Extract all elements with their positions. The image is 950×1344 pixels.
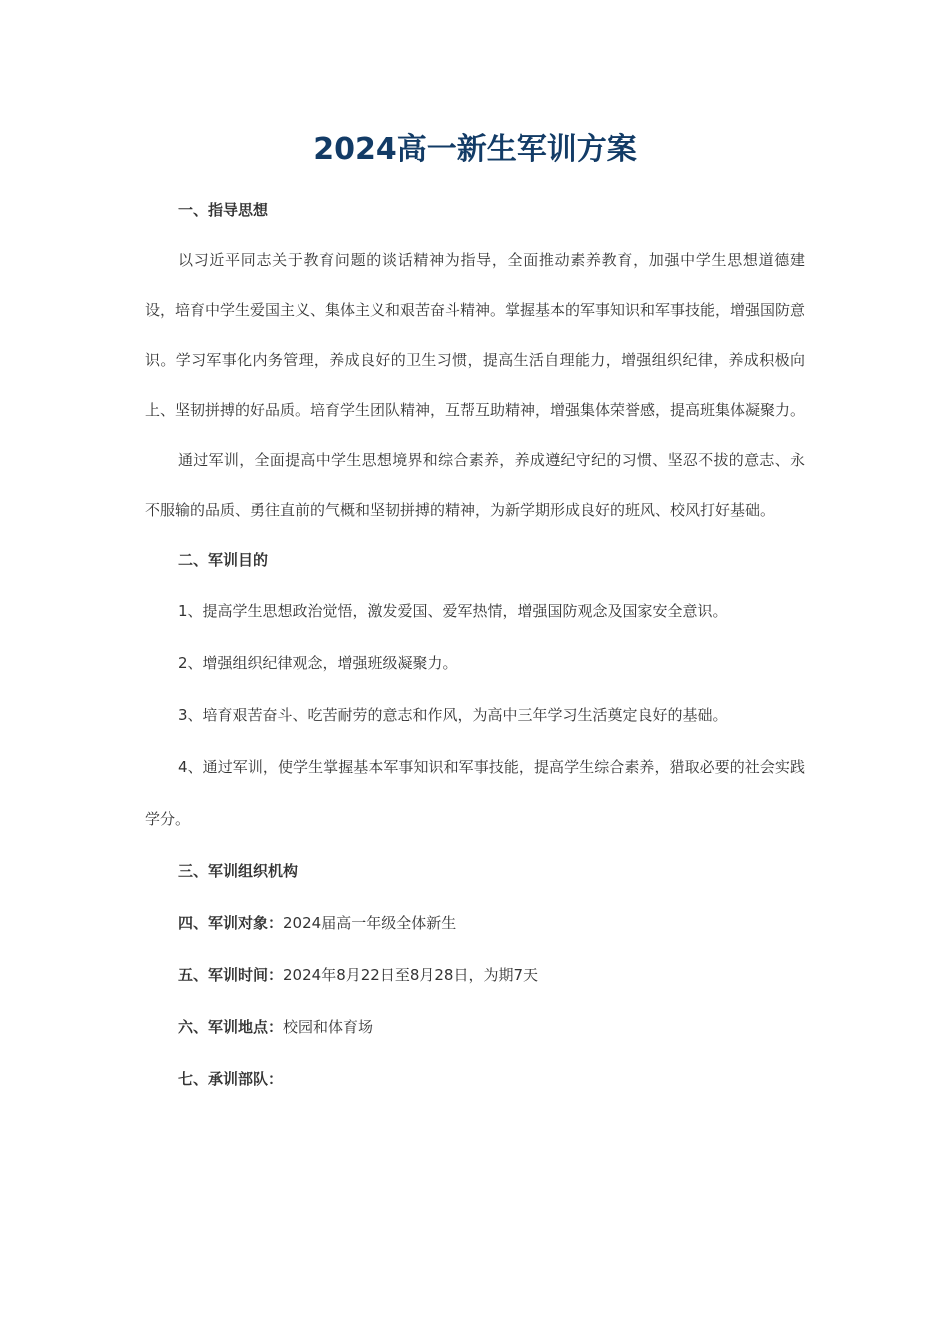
training-location [145,1001,805,1053]
document-title: 2024高一新生军训方案 [313,132,637,167]
training-unit [145,1053,805,1105]
training-target-label: 四、军训对象： [178,914,284,932]
list-item: 2、增强组织纪律观念，增强班级凝聚力。 [178,654,458,672]
training-target-value: 2024届高一年级全体新生 [283,914,457,932]
list-item: 3、培育艰苦奋斗、吃苦耐劳的意志和作风，为高中三年学习生活奠定良好的基础。 [178,706,728,724]
paragraph: 通过军训，全面提高中学生思想境界和综合素养，养成遵纪守纪的习惯、坚忍不拔的意志、永不服输的品质、勇往直前的气概和坚韧拼搏的精神，为新学期形成良好的班风、校风打好基础。 [145,451,805,519]
section-heading-organization: 三、军训组织机构 [178,862,299,880]
training-unit-label: 七、承训部队： [178,1070,284,1088]
list-item: 1、提高学生思想政治觉悟，激发爱国、爱军热情，增强国防观念及国家安全意识。 [178,602,728,620]
training-time [145,949,805,1001]
training-location-value: 校园和体育场 [283,1018,374,1036]
training-time-label: 五、军训时间： [178,966,284,984]
paragraph: 以习近平同志关于教育问题的谈话精神为指导，全面推动素养教育，加强中学生思想道德建设，培育中学生爱国主义、集体主义和艰苦奋斗精神。掌握基本的军事知识和军事技能，增强国防意识。学习军事化内务管理，养成良好的卫生习惯，提高生活自理能力，增强组织纪律，养成积极向上、坚韧拼搏的好品质。培育学生团队精神，互帮互助精神，增强集体荣誉感，提高班集体凝聚力。 [145,251,806,419]
document-body [145,185,805,1105]
section-heading-guiding-ideology: 一、指导思想 [178,201,269,219]
training-target [145,897,805,949]
training-location-label: 六、军训地点： [178,1018,284,1036]
training-time-value: 2024年8月22日至8月28日，为期7天 [283,966,538,984]
list-item: 4、通过军训，使学生掌握基本军事知识和军事技能，提高学生综合素养，猎取必要的社会实践学分。 [145,758,805,828]
section-heading-training-purpose: 二、军训目的 [178,551,269,569]
